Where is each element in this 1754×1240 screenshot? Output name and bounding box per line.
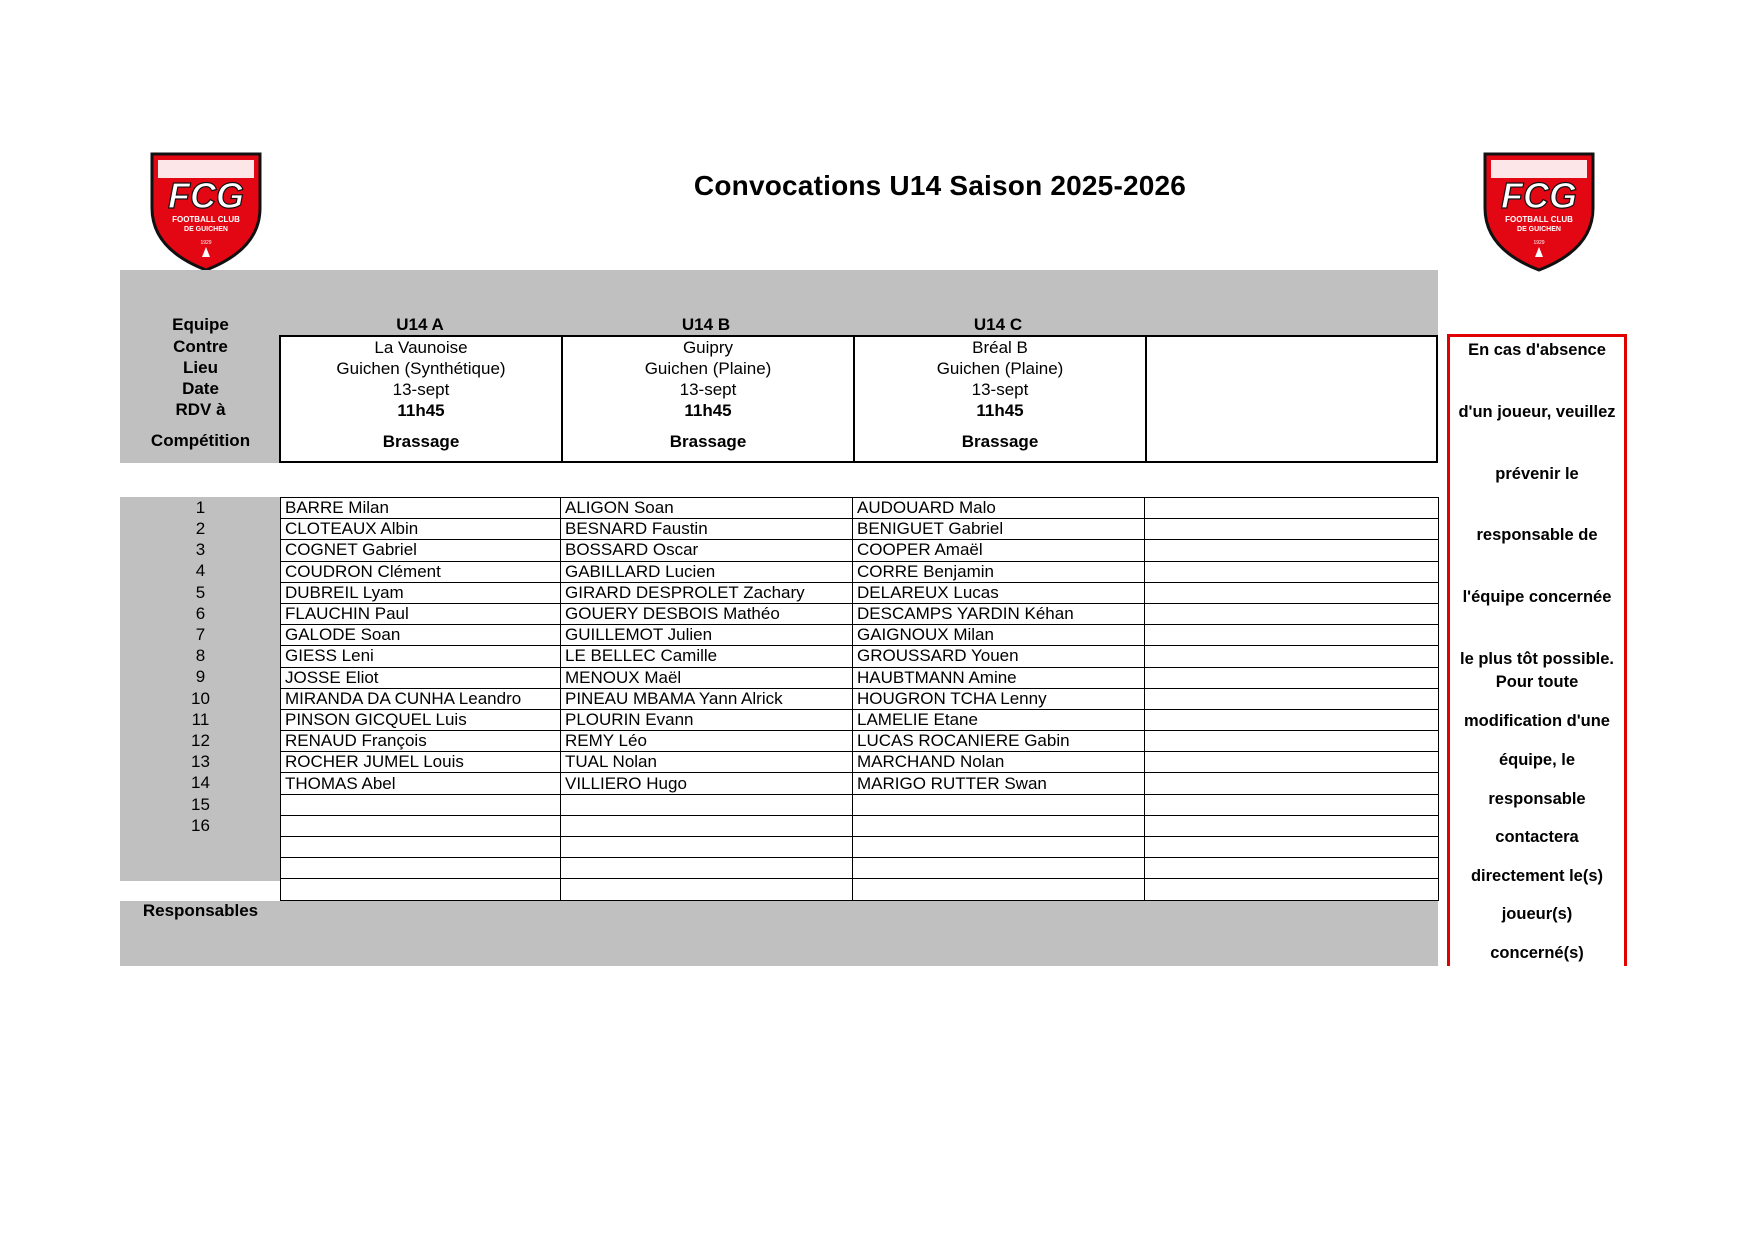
player-cell: PINEAU MBAMA Yann Alrick	[561, 688, 853, 709]
label-lieu: Lieu	[183, 358, 218, 377]
note-line: Pour toute	[1495, 673, 1579, 691]
table-row	[281, 794, 1439, 815]
competition-value: Brassage	[669, 432, 747, 451]
player-cell: CLOTEAUX Albin	[281, 519, 561, 540]
match-info-b	[561, 337, 853, 461]
row-number: 8	[195, 646, 206, 665]
player-cell: HAUBTMANN Amine	[853, 667, 1145, 688]
table-row	[281, 582, 1439, 603]
player-cell: GABILLARD Lucien	[561, 561, 853, 582]
player-cell: ROCHER JUMEL Louis	[281, 752, 561, 773]
label-equipe: Equipe	[172, 315, 229, 334]
row-number: 6	[195, 604, 206, 623]
player-cell	[1145, 709, 1439, 730]
player-cell	[281, 858, 561, 879]
note-line: contactera	[1495, 828, 1579, 846]
player-cell: BARRE Milan	[281, 498, 561, 519]
team-header-a: U14 A	[396, 315, 444, 334]
player-cell	[281, 879, 561, 900]
player-cell	[281, 837, 561, 858]
match-info-box	[279, 335, 1438, 463]
note-line: responsable	[1488, 790, 1586, 808]
player-cell: GIRARD DESPROLET Zachary	[561, 582, 853, 603]
match-info-a	[281, 337, 561, 461]
player-cell	[1145, 646, 1439, 667]
logo-line1: FOOTBALL CLUB	[172, 215, 240, 224]
table-row	[281, 688, 1439, 709]
label-competition: Compétition	[150, 431, 251, 450]
player-cell: FLAUCHIN Paul	[281, 603, 561, 624]
table-row	[281, 603, 1439, 624]
player-cell: CORRE Benjamin	[853, 561, 1145, 582]
player-cell	[1145, 794, 1439, 815]
label-date: Date	[182, 379, 219, 398]
note-line: le plus tôt possible.	[1459, 650, 1615, 668]
lieu-value: Guichen (Plaine)	[936, 359, 1064, 378]
player-cell: GIESS Leni	[281, 646, 561, 667]
player-cell	[1145, 815, 1439, 836]
date-value: 13-sept	[392, 380, 450, 399]
player-cell: DELAREUX Lucas	[853, 582, 1145, 603]
player-cell	[853, 815, 1145, 836]
player-cell: DUBREIL Lyam	[281, 582, 561, 603]
player-cell: BESNARD Faustin	[561, 519, 853, 540]
row-number: 10	[191, 689, 210, 708]
row-number: 4	[195, 561, 206, 580]
logo-letters: FCG	[168, 175, 244, 216]
note-line: l'équipe concernée	[1462, 588, 1612, 606]
player-cell	[561, 815, 853, 836]
player-cell	[1145, 773, 1439, 794]
row-number: 3	[195, 540, 206, 559]
player-cell: MENOUX Maël	[561, 667, 853, 688]
player-cell	[853, 879, 1145, 900]
note-line: prévenir le	[1495, 465, 1579, 483]
club-crest-icon	[148, 150, 264, 272]
table-row	[281, 879, 1439, 900]
player-cell: RENAUD François	[281, 731, 561, 752]
note-line: directement le(s)	[1470, 867, 1604, 885]
row-number: 16	[191, 816, 210, 835]
label-responsables: Responsables	[142, 901, 259, 920]
player-cell	[281, 815, 561, 836]
player-cell: JOSSE Eliot	[281, 667, 561, 688]
table-row	[281, 625, 1439, 646]
table-row	[281, 837, 1439, 858]
player-cell: GROUSSARD Youen	[853, 646, 1145, 667]
logo-line2: DE GUICHEN	[1517, 226, 1561, 233]
player-cell	[561, 794, 853, 815]
date-value: 13-sept	[679, 380, 737, 399]
player-cell	[561, 837, 853, 858]
lieu-value: Guichen (Synthétique)	[336, 359, 506, 378]
player-cell: AUDOUARD Malo	[853, 498, 1145, 519]
player-cell: DESCAMPS YARDIN Kéhan	[853, 603, 1145, 624]
player-cell: REMY Léo	[561, 731, 853, 752]
player-cell	[1145, 625, 1439, 646]
note-line: joueur(s)	[1501, 905, 1573, 923]
player-cell: PLOURIN Evann	[561, 709, 853, 730]
lieu-value: Guichen (Plaine)	[644, 359, 772, 378]
player-cell	[561, 879, 853, 900]
team-header-c: U14 C	[973, 315, 1023, 334]
player-cell	[561, 858, 853, 879]
row-number: 12	[191, 731, 210, 750]
player-cell	[1145, 540, 1439, 561]
team-header-b: U14 B	[681, 315, 731, 334]
player-cell: LE BELLEC Camille	[561, 646, 853, 667]
note-line: concerné(s)	[1490, 944, 1584, 962]
player-table	[280, 497, 1439, 901]
table-row	[281, 540, 1439, 561]
logo-line1: FOOTBALL CLUB	[1505, 215, 1573, 224]
logo-line2: DE GUICHEN	[184, 226, 228, 233]
table-row	[281, 709, 1439, 730]
row-number: 14	[191, 773, 210, 792]
row-number: 7	[195, 625, 206, 644]
row-number: 11	[191, 710, 210, 729]
table-row	[281, 752, 1439, 773]
contre-value: Guipry	[682, 338, 734, 357]
table-row	[281, 731, 1439, 752]
player-cell: MARIGO RUTTER Swan	[853, 773, 1145, 794]
note-line: modification d'une	[1463, 712, 1610, 730]
row-number: 1	[195, 498, 206, 517]
player-cell: MARCHAND Nolan	[853, 752, 1145, 773]
player-cell: BOSSARD Oscar	[561, 540, 853, 561]
player-cell	[853, 794, 1145, 815]
player-cell	[1145, 858, 1439, 879]
player-cell	[853, 858, 1145, 879]
player-cell: COGNET Gabriel	[281, 540, 561, 561]
player-cell: GAIGNOUX Milan	[853, 625, 1145, 646]
player-cell	[1145, 837, 1439, 858]
row-number: 15	[191, 795, 210, 814]
match-info-c	[853, 337, 1145, 461]
rdv-value: 11h45	[684, 401, 732, 420]
player-cell	[1145, 752, 1439, 773]
player-cell: THOMAS Abel	[281, 773, 561, 794]
player-cell: HOUGRON TCHA Lenny	[853, 688, 1145, 709]
responsables-background	[120, 901, 1438, 966]
player-cell: VILLIERO Hugo	[561, 773, 853, 794]
player-cell	[1145, 561, 1439, 582]
player-cell: GUILLEMOT Julien	[561, 625, 853, 646]
player-cell	[853, 837, 1145, 858]
player-cell	[1145, 603, 1439, 624]
competition-value: Brassage	[382, 432, 460, 451]
row-number: 2	[195, 519, 206, 538]
player-cell: TUAL Nolan	[561, 752, 853, 773]
note-line: équipe, le	[1498, 751, 1576, 769]
player-cell	[1145, 688, 1439, 709]
label-rdv: RDV à	[175, 400, 226, 419]
contre-value: La Vaunoise	[374, 338, 468, 357]
player-cell: GALODE Soan	[281, 625, 561, 646]
date-value: 13-sept	[971, 380, 1029, 399]
logo-year: 1929	[1533, 240, 1545, 246]
club-crest-icon	[1481, 150, 1597, 272]
player-cell	[1145, 498, 1439, 519]
match-info-empty	[1145, 337, 1435, 461]
table-row	[281, 858, 1439, 879]
row-number: 5	[195, 583, 206, 602]
note-line: En cas d'absence	[1468, 341, 1606, 359]
table-row	[281, 773, 1439, 794]
note-line: d'un joueur, veuillez	[1458, 403, 1616, 421]
logo-letters: FCG	[1501, 175, 1577, 216]
player-cell	[281, 794, 561, 815]
player-cell: MIRANDA DA CUNHA Leandro	[281, 688, 561, 709]
logo-year: 1929	[200, 240, 212, 246]
row-number: 9	[195, 667, 206, 686]
table-row	[281, 646, 1439, 667]
table-row	[281, 498, 1439, 519]
player-cell: GOUERY DESBOIS Mathéo	[561, 603, 853, 624]
player-cell	[1145, 879, 1439, 900]
player-cell: LUCAS ROCANIERE Gabin	[853, 731, 1145, 752]
competition-value: Brassage	[961, 432, 1039, 451]
rdv-value: 11h45	[397, 401, 445, 420]
note-line: responsable de	[1476, 526, 1598, 544]
page-title: Convocations U14 Saison 2025-2026	[693, 170, 1187, 201]
player-cell: BENIGUET Gabriel	[853, 519, 1145, 540]
player-cell	[1145, 519, 1439, 540]
player-cell: ALIGON Soan	[561, 498, 853, 519]
player-cell: PINSON GICQUEL Luis	[281, 709, 561, 730]
club-logo-right	[1481, 150, 1597, 272]
player-cell: COUDRON Clément	[281, 561, 561, 582]
table-row	[281, 815, 1439, 836]
player-cell	[1145, 731, 1439, 752]
row-number: 13	[191, 752, 210, 771]
label-contre: Contre	[173, 337, 228, 356]
club-logo-left	[148, 150, 264, 272]
table-row	[281, 561, 1439, 582]
player-cell: COOPER Amaël	[853, 540, 1145, 561]
table-row	[281, 519, 1439, 540]
player-cell	[1145, 582, 1439, 603]
contre-value: Bréal B	[972, 338, 1028, 357]
table-row	[281, 667, 1439, 688]
player-cell: LAMELIE Etane	[853, 709, 1145, 730]
rdv-value: 11h45	[976, 401, 1024, 420]
absence-note-box	[1447, 334, 1627, 966]
player-cell	[1145, 667, 1439, 688]
